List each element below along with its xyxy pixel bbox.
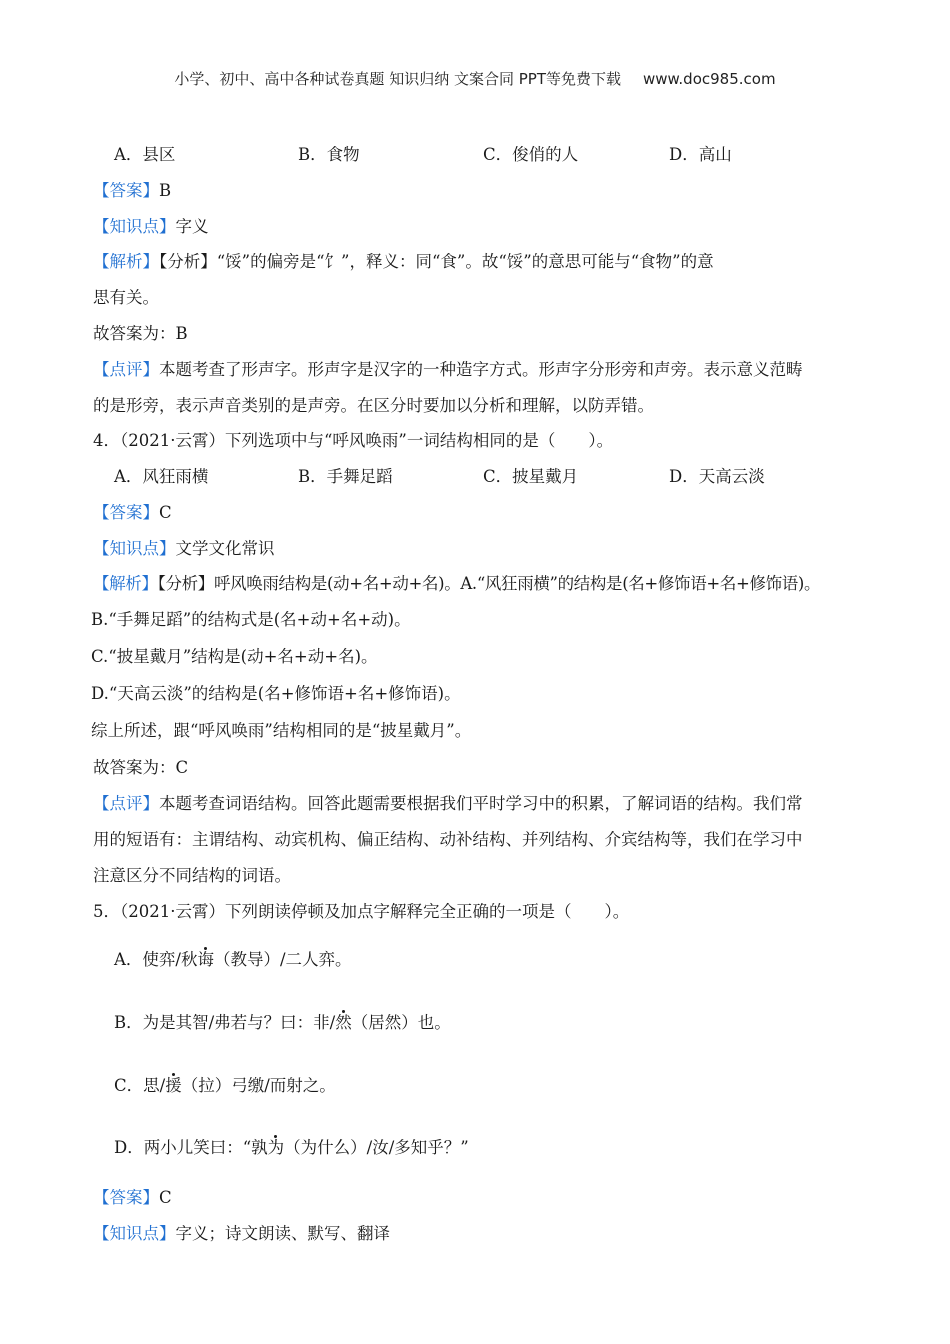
q4-stem: 4．（2021·云霄）下列选项中与“呼风唤雨”一词结构相同的是（ ）。 — [93, 431, 614, 450]
knowledge-value: 文学文化常识 — [175, 539, 275, 558]
knowledge-tag: 【知识点】 — [93, 539, 176, 558]
option-text-pre: A．使弈/秋 — [114, 950, 198, 969]
q4-analysis-line-2: B.“手舞足蹈”的结构式是(名+动+名+动)。 — [91, 610, 411, 629]
answer-tag: 【答案】 — [93, 181, 159, 200]
q3-knowledge-point — [93, 219, 209, 236]
answer-value: C — [159, 1188, 172, 1207]
knowledge-tag: 【知识点】 — [93, 217, 176, 236]
answer-value: C — [159, 503, 172, 522]
option-text-post: （拉）弓缴/而射之。 — [181, 1076, 336, 1095]
q3-option-d: D．高山 — [669, 145, 732, 164]
option-text-post: （居然）也。 — [351, 1013, 451, 1032]
dotted-char: 诲 — [197, 950, 214, 969]
q3-option-b: B．食物 — [298, 145, 360, 164]
q5-option-c — [114, 1078, 336, 1095]
analysis-tag: 【解析】 — [93, 574, 158, 593]
q4-review-line-3: 注意区分不同结构的词语。 — [93, 866, 291, 885]
q3-option-c: C．俊俏的人 — [483, 145, 579, 164]
q4-review-line-2: 用的短语有：主谓结构、动宾机构、偏正结构、动补结构、并列结构、介宾结构等，我们在学习中 — [93, 830, 803, 849]
q5-option-d — [114, 1140, 469, 1157]
header-url[interactable]: www.doc985.com — [642, 70, 776, 88]
q4-knowledge-point — [93, 541, 275, 558]
page-header — [0, 68, 950, 89]
q3-review-line-1 — [93, 362, 803, 379]
q5-knowledge-point — [93, 1226, 390, 1243]
q4-analysis-line-1 — [93, 576, 820, 593]
option-text-pre: D．两小儿笑曰：“孰 — [114, 1138, 268, 1157]
review-tag: 【点评】 — [93, 360, 159, 379]
header-text: 小学、初中、高中各种试卷真题 知识归纳 文案合同 PPT等免费下载 — [174, 70, 621, 88]
q4-answer — [93, 505, 172, 522]
q4-analysis-line-5: 综上所述，跟“呼风唤雨”结构相同的是“披星戴月”。 — [91, 721, 472, 740]
q4-option-c: C．披星戴月 — [483, 467, 579, 486]
dotted-char: 为 — [267, 1138, 285, 1157]
analysis-tag: 【解析】 — [93, 252, 159, 271]
q4-analysis-line-3: C.“披星戴月”结构是(动+名+动+名)。 — [91, 647, 378, 666]
dotted-char: 然 — [335, 1013, 352, 1032]
q4-review-line-1 — [93, 796, 803, 813]
q4-option-a: A．风狂雨横 — [114, 467, 209, 486]
dotted-char: 援 — [165, 1076, 182, 1095]
analysis-text: 【分析】呼风唤雨结构是(动+名+动+名)。A.“风狂雨横”的结构是(名+修饰语+名+修饰语)。 — [157, 574, 821, 593]
q3-analysis-line-2: 思有关。 — [93, 288, 159, 307]
analysis-text: 【分析】“馁”的偏旁是“饣”，释义：同“食”。故“馁”的意思可能与“食物”的意 — [159, 252, 714, 271]
answer-value: B — [159, 181, 172, 200]
q3-analysis-line-1 — [93, 254, 714, 271]
q3-answer — [93, 183, 171, 200]
knowledge-tag: 【知识点】 — [93, 1224, 176, 1243]
option-text-post: （为什么）/汝/多知乎？” — [284, 1138, 469, 1157]
knowledge-value: 字义；诗文朗读、默写、翻译 — [175, 1224, 390, 1243]
q4-analysis-line-4: D.“天高云淡”的结构是(名+修饰语+名+修饰语)。 — [91, 684, 461, 703]
q3-final-answer: 故答案为：B — [93, 324, 188, 343]
q5-option-a — [114, 952, 352, 969]
answer-tag: 【答案】 — [93, 1188, 159, 1207]
knowledge-value: 字义 — [175, 217, 209, 236]
review-tag: 【点评】 — [93, 794, 159, 813]
q3-option-a: A．县区 — [114, 145, 176, 164]
answer-tag: 【答案】 — [93, 503, 159, 522]
q4-option-d: D．天高云淡 — [669, 467, 765, 486]
q5-option-b — [114, 1015, 451, 1032]
q4-final-answer: 故答案为：C — [93, 758, 189, 777]
q5-answer — [93, 1190, 172, 1207]
q3-review-line-2: 的是形旁，表示声音类别的是声旁。在区分时要加以分析和理解，以防弄错。 — [93, 396, 654, 415]
option-text-post: （教导）/二人弈。 — [213, 950, 352, 969]
option-text-pre: C．思/ — [114, 1076, 166, 1095]
review-text: 本题考查词语结构。回答此题需要根据我们平时学习中的积累，了解词语的结构。我们常 — [159, 794, 803, 813]
review-text: 本题考查了形声字。形声字是汉字的一种造字方式。形声字分形旁和声旁。表示意义范畴 — [159, 360, 803, 379]
option-text-pre: B．为是其智/弗若与？曰：非/ — [114, 1013, 336, 1032]
q4-option-b: B．手舞足蹈 — [298, 467, 393, 486]
q5-stem: 5．（2021·云霄）下列朗读停顿及加点字解释完全正确的一项是（ ）。 — [93, 902, 630, 921]
